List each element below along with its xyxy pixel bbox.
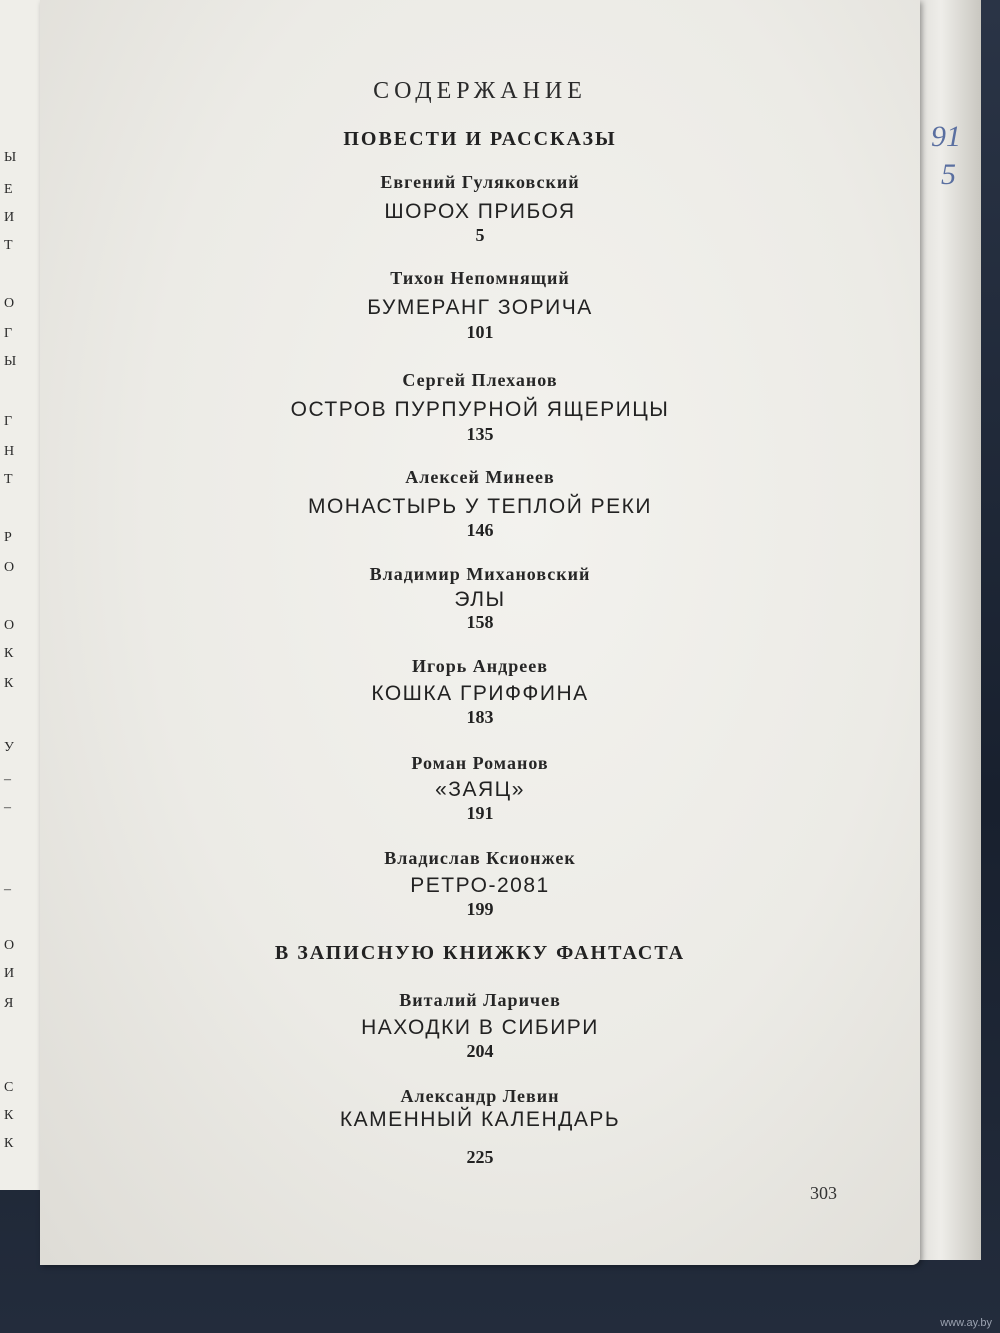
entry-author: Евгений Гуляковский [380, 172, 580, 192]
left-page-char: К [4, 1108, 14, 1123]
entry-page-number: 158 [466, 612, 494, 632]
left-page-char: Т [4, 472, 13, 487]
left-page-char: – [4, 772, 11, 787]
entry-author: Сергей Плеханов [402, 370, 558, 390]
entry-title: НАХОДКИ В СИБИРИ [361, 1016, 599, 1039]
entry-title: ШОРОХ ПРИБОЯ [384, 200, 576, 223]
entry-page-number: 5 [475, 225, 485, 245]
left-page-char: О [4, 938, 15, 953]
left-page-char: Р [4, 530, 12, 545]
entry-page-number: 225 [466, 1147, 494, 1167]
left-page-char: С [4, 1080, 14, 1095]
left-page-char: – [4, 800, 11, 815]
left-page-char: К [4, 676, 14, 691]
entry-author: Александр Левин [400, 1086, 560, 1106]
left-page-char: – [4, 882, 11, 897]
entry-page-number: 101 [466, 322, 494, 342]
entry-page-number: 135 [466, 424, 494, 444]
entry-page-number: 204 [466, 1041, 494, 1061]
page-folio-number: 303 [810, 1183, 837, 1203]
book-page [40, 0, 920, 1265]
entry-page-number: 146 [466, 520, 494, 540]
entry-author: Игорь Андреев [412, 656, 548, 676]
left-page-char: Н [4, 444, 15, 459]
left-page-char: О [4, 618, 15, 633]
left-page-char: Я [4, 996, 14, 1011]
left-page-char: И [4, 966, 15, 981]
entry-author: Тихон Непомнящий [390, 268, 570, 288]
entry-page-number: 183 [466, 707, 494, 727]
left-page-char: О [4, 296, 15, 311]
left-page-char: Ы [4, 354, 17, 369]
left-page-char: О [4, 560, 15, 575]
entry-title: КАМЕННЫЙ КАЛЕНДАРЬ [339, 1108, 621, 1131]
left-page-char: К [4, 1136, 14, 1151]
left-page-char: У [4, 740, 14, 755]
entry-author: Виталий Ларичев [399, 990, 561, 1010]
entry-title: ЭЛЫ [454, 588, 506, 611]
entry-author: Роман Романов [411, 753, 549, 773]
left-page-char: Ы [4, 150, 17, 165]
left-page-char: И [4, 210, 15, 225]
left-page-char: К [4, 646, 14, 661]
left-page-char: Г [4, 414, 13, 429]
entry-author: Владимир Михановский [369, 564, 591, 584]
entry-title: «ЗАЯЦ» [435, 778, 525, 801]
section-heading: ПОВЕСТИ И РАССКАЗЫ [343, 128, 617, 150]
entry-title: КОШКА ГРИФФИНА [371, 682, 589, 705]
left-page-char: Т [4, 238, 13, 253]
toc-heading: СОДЕРЖАНИЕ [373, 78, 587, 104]
entry-page-number: 199 [466, 899, 494, 919]
entry-page-number: 191 [466, 803, 494, 823]
entry-title: МОНАСТЫРЬ У ТЕПЛОЙ РЕКИ [307, 495, 653, 518]
entry-title: БУМЕРАНГ ЗОРИЧА [367, 296, 593, 319]
entry-author: Владислав Ксионжек [384, 848, 576, 868]
entry-author: Алексей Минеев [405, 467, 555, 487]
section-heading: В ЗАПИСНУЮ КНИЖКУ ФАНТАСТА [274, 942, 686, 964]
left-page-char: Г [4, 326, 13, 341]
entry-title: РЕТРО-2081 [410, 874, 550, 897]
pencil-scribble: 91 [931, 120, 961, 153]
site-watermark: www.ay.by [940, 1317, 992, 1329]
left-page-char: Е [4, 182, 13, 197]
pencil-scribble: 5 [941, 158, 956, 191]
entry-title: ОСТРОВ ПУРПУРНОЙ ЯЩЕРИЦЫ [290, 398, 670, 421]
